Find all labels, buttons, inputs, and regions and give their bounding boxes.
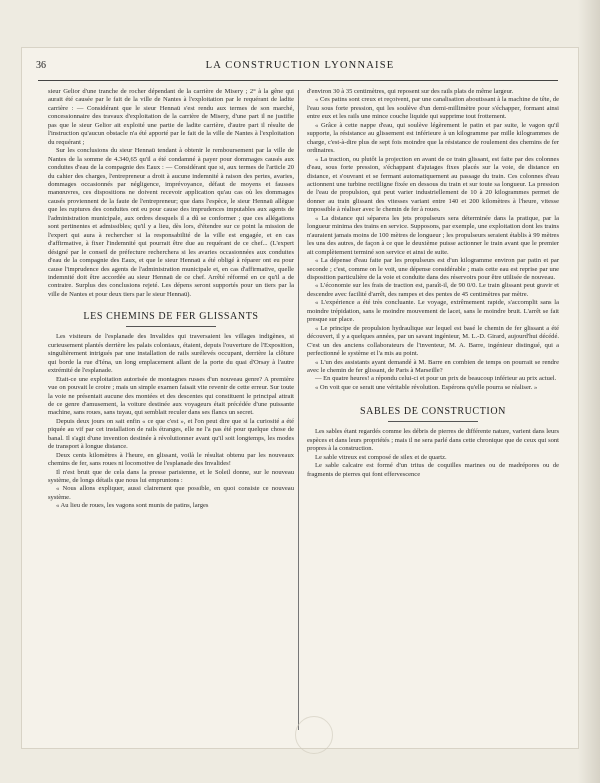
- left-paragraph: Deux cents kilomètres à l'heure, en glissant, voilà le résultat obtenu par les nouveaux chemins de fer, sans roues ni locomotive de l'esplanade des Invalides!: [48, 451, 294, 468]
- right-paragraph: d'environ 30 à 35 centimètres, qui reposent sur des rails plats de même largeur.: [307, 88, 514, 95]
- section-heading-chemins-de-fer: [48, 311, 294, 327]
- left-column: [48, 88, 294, 511]
- right-paragraph: Les sables étant regardés comme les débris de pierres de différente nature, varient dans leurs espèces et dans leurs propriétés ; mais il ne sera parlé dans cette chronique que de ceux qui sont propres à la construction.: [307, 428, 559, 453]
- section-title: LES CHEMINS DE FER GLISSANTS: [83, 311, 259, 323]
- section-title: SABLES DE CONSTRUCTION: [360, 406, 506, 418]
- right-paragraph: « Grâce à cette nappe d'eau, qui soulève légèrement le patin et par suite, le vagon qu'il supporte, la résistance au glissement est inférieure à un kilogramme par mille kilogrammes de charge, c'est-à-dire plus de sept fois moindre que la résistance de roulement des chemins de fer ordinaires.: [307, 121, 559, 155]
- journal-title: LA CONSTRUCTION LYONNAISE: [205, 60, 395, 71]
- page-edge-shadow: [578, 0, 600, 783]
- right-paragraph: « La distance qui séparera les jets propulseurs sera déterminée dans la pratique, par la longueur minima des trains en service. Supposons, par exemple, une exploitation dont les trains n'auraient jamais moins de 100 mètres de longueur ; les propulseurs seraient établis à 99 mètres les uns des autres, de façon à ce que le deuxième puisse actionner le train avant que le premier ait complètement terminé son service et ainsi de suite.: [307, 214, 559, 256]
- section-rule: [388, 421, 478, 422]
- left-paragraph: Sur les conclusions du sieur Hennaü tendant à obtenir le remboursement par la ville de Nantes de la somme de 4.340,65 qu'il a été condamné à payer pour dommages causés aux conduites d'eau de la compagnie des Eaux : — Considérant que si, aux termes de l'article 20 du cahier des charges, l'entrepreneur a droit à aucune indemnité à raison des pertes, avaries, dommages occasionnés par négligence, imprévoyance, défaut de moyens et fausses manœuvres, ces dispositions ne doivent recevoir application qu'au cas où les dommages causés proviennent de la faute de l'entrepreneur; que dans l'espèce, le sieur Hennaü allègue que les ruptures des conduites ont eu pour cause des imprudences imputables aux agents de l'administration municipale, aux ordres desquels il a dû se conformer ; que ces allégations sont pertinentes et admissibles; qu'il y a lieu, dès lors, d'étendre sur ce point la mission de l'expert qui aura à rechercher si la responsabilité de la ville est engagée, et en cas d'affirmative, à fixer l'indemnité qui pourrait être due au requérant de ce chef... (L'expert désigné par le conseil de préfecture recherchera si les avaries occasionnées aux conduites d'eau de la compagnie des Eaux, et que le sieur Hennaü a été obligé à réparer ont eu pour cause l'imprudence des agents de l'administration municipale et, en cas d'affirmative, quelle indemnité doit être accordée au sieur Hennaü de ce chef. Arrêté réformé en ce qu'il a de contraire. Surplus des conclusions rejeté. Les dépens seront supportés pour un tiers par la ville de Nantes et pour deux tiers par le sieur Hennaü).: [48, 147, 294, 298]
- right-paragraph: « Le principe de propulsion hydraulique sur lequel est basé le chemin de fer glissant a été découvert, il y a quelques années, par un savant ingénieur, M. L.-D. Girard, aujourd'hui décédé. C'est un des anciens collaborateurs de l'inventeur, M. A. Barre, ingénieur distingué, qui a perfectionné le système et l'a mis au point.: [307, 324, 559, 358]
- right-paragraph: « La traction, ou plutôt la projection en avant de ce train glissant, est faite par des colonnes d'eau, sous forte pression, s'échappant d'ajutages fixes placés sur la voie, de distance en distance, et s'ouvrant et se fermant automatiquement au passage du train. Ces colonnes d'eau actionnent une turbine rectiligne fixée en dessous du train et sur toute sa longueur. La pression de l'eau de propulsion, qui peut varier industriellement de 10 à 20 kilogrammes permet de donner au train glissant des vitesses variant entre 140 et 200 kilomètres à l'heure, vitesse impossible à réaliser avec le chemin de fer à roues.: [307, 155, 559, 214]
- right-paragraph: « L'économie sur les frais de traction est, paraît-il, de 90 0/0. Le train glissant peut gravir et descendre avec facilité d'arrêt, des rampes et des pentes de 45 centimètres par mètre.: [307, 282, 559, 298]
- right-column: [307, 88, 559, 479]
- page-number: 36: [36, 60, 46, 71]
- section-rule: [126, 326, 216, 327]
- section-heading-sables: [307, 406, 559, 422]
- right-paragraph: « La dépense d'eau faite par les propulseurs est d'un kilogramme environ par patin et par seconde ; c'est, comme on le voit, une dépense considérable ; mais cette eau est reprise par une disposition particulière de la voie et conduite dans des réservoirs pour être utilisée de nouveau.: [307, 257, 559, 281]
- column-separator: [298, 90, 299, 730]
- right-paragraph: « L'un des assistants ayant demandé à M. Barre en combien de temps on pourrait se rendre avec le chemin de fer glissant, de Paris à Marseille?: [307, 358, 559, 374]
- left-paragraph: Les visiteurs de l'esplanade des Invalides qui traversaient les villages indigènes, si curieusement plantés derrière les palais coloniaux, étaient, depuis l'ouverture de l'Exposition, singulièrement intrigués par une installation de rails surélevés occupant, derrière la clôture qui borde la rue d'Iéna, un long emplacement allant de la porte du quai d'Orsay à l'autre extrémité de l'esplanade.: [48, 333, 294, 375]
- right-paragraph: Le sable vitreux est composé de silex et de quartz.: [315, 453, 447, 461]
- left-paragraph: Il n'est bruit que de cela dans la presse parisienne, et le Soleil donne, sur le nouveau système, de longs détails que nous lui empruntons :: [48, 468, 294, 485]
- right-paragraph: « Ces patins sont creux et reçoivent, par une canalisation aboutissant à la machine de tête, de l'eau sous forte pression, qui les soulève d'un demi-millimètre pour s'échapper, formant ainsi entre eux et les rails une mince couche liquide qui supprime tout frottement.: [307, 96, 559, 121]
- left-paragraph: sieur Gelior d'une tranche de rocher dépendant de la carrière de Misery ; 2° à la gêne qui aurait été causée par le fait de la ville de Nantes à l'exploitation par le requérant de ladite carrière : — Considérant que le sieur Hennaü s'est rendu aux termes de son marché, concessionnaire des travaux d'exploitation de la carrière de Misery, d'une part il ne justifie pas que le sieur Gelior ait exploité une partie de ladite carrière, d'autre part il résulte de l'instruction qu'aucun obstacle n'a été apporté par le fait de la ville de Nantes à l'exploitation du requérant ;: [48, 88, 294, 146]
- right-paragraph: Le sable calcaire est formé d'un tritus de coquilles marines ou de madrépores ou de fragments de pierres qui font effervescence: [307, 462, 559, 478]
- left-paragraph: Depuis deux jours on sait enfin « ce que c'est », et l'on peut dire que si la curiosité a été piquée au vif par cet installation de rails étranges, elle ne l'a pas été pour quelque chose de banal. Il s'agit d'une invention destinée à révolutionner avant qu'il soit longtemps, les modes de transport à longue distance.: [48, 417, 294, 451]
- right-paragraph: « L'expérience a été très concluante. Le voyage, extrêmement rapide, s'accomplit sans la moindre trépidation, sans le moindre mouvement de lacet, sans le moindre bruit. L'arrêt se fait presque sur place.: [307, 299, 559, 324]
- right-paragraph: — En quatre heures! a répondu celui-ci et pour un prix de beaucoup inférieur au prix actuel.: [315, 375, 557, 383]
- header-rule: [38, 80, 558, 81]
- library-stamp: [295, 716, 333, 754]
- left-paragraph: « Au lieu de roues, les vagons sont munis de patins, larges: [56, 502, 209, 510]
- right-paragraph: « On voit que ce serait une véritable révolution. Espérons qu'elle pourra se réaliser. »: [315, 383, 538, 391]
- left-paragraph: « Nous allons expliquer, aussi clairement que possible, en quoi consiste ce nouveau système.: [48, 485, 294, 501]
- page-header: [28, 60, 572, 76]
- left-paragraph: Etait-ce une exploitation autorisée de montagnes russes d'un nouveau genre? A première vue on pouvait le croire ; mais un simple examen faisait vite revenir de cette erreur. Sur toute la voie ne présentait aucune des montées et des descentes qui constituent le principal attrait de ce genre d'amusement, la voiture destinée aux voyageurs était précédée d'une puissante machine, sans roues, sans tuyau, qui semblait reculer dans ses flancs un secret.: [48, 375, 294, 417]
